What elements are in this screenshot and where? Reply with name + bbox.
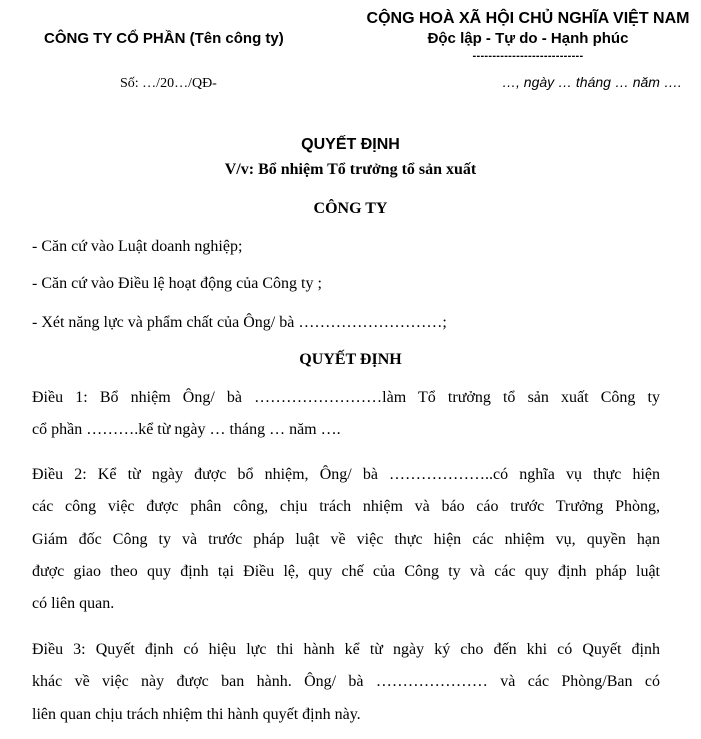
national-title: CỘNG HOÀ XÃ HỘI CHỦ NGHĨA VIỆT NAM <box>366 10 690 27</box>
document-number: Số: …/20…/QĐ- <box>120 76 217 91</box>
article-1 <box>32 382 660 447</box>
article-line: được giao theo quy định tại Điều lệ, quy chế của Công ty và các quy định pháp luật <box>32 562 660 580</box>
basis-item: - Căn cứ vào Điều lệ hoạt động của Công ty ; <box>32 275 322 292</box>
article-2 <box>32 459 660 620</box>
article-line: khác về việc này được ban hành. Ông/ bà ………………… và các Phòng/Ban có <box>32 673 660 691</box>
article-line: Giám đốc Công ty và trước pháp luật về việc thực hiện các nhiệm vụ, quyền hạn <box>32 530 660 548</box>
basis-item: - Xét năng lực và phẩm chất của Ông/ bà ………………………; <box>32 314 447 331</box>
article-line: Điều 2: Kể từ ngày được bổ nhiệm, Ông/ bà ………………..có nghĩa vụ thực hiện <box>32 466 660 483</box>
company-name: CÔNG TY CỔ PHẦN (Tên công ty) <box>44 30 284 47</box>
article-line: Điều 1: Bổ nhiệm Ông/ bà ……………………làm Tổ trưởng tổ sản xuất Công ty <box>32 389 660 406</box>
header-divider: ---------------------------- <box>472 50 584 62</box>
document-subject: V/v: Bổ nhiệm Tổ trưởng tổ sản xuất <box>224 161 477 178</box>
document-title: QUYẾT ĐỊNH <box>301 136 400 153</box>
document-date: …, ngày … tháng … năm …. <box>502 74 682 90</box>
article-3 <box>32 634 660 731</box>
article-line: cổ phần ……….kể từ ngày … tháng … năm …. <box>32 421 341 439</box>
article-line: có liên quan. <box>32 595 115 613</box>
decision-heading: QUYẾT ĐỊNH <box>299 351 402 368</box>
article-line: các công việc được phân công, chịu trách nhiệm và báo cáo trước Trưởng Phòng, <box>32 498 660 516</box>
article-line: liên quan chịu trách nhiệm thi hành quyết định này. <box>32 705 361 723</box>
national-motto: Độc lập - Tự do - Hạnh phúc <box>427 30 629 47</box>
basis-item: - Căn cứ vào Luật doanh nghiệp; <box>32 238 243 255</box>
issuer-heading: CÔNG TY <box>313 200 388 217</box>
article-line: Điều 3: Quyết định có hiệu lực thi hành kể từ ngày ký cho đến khi có Quyết định <box>32 641 660 658</box>
